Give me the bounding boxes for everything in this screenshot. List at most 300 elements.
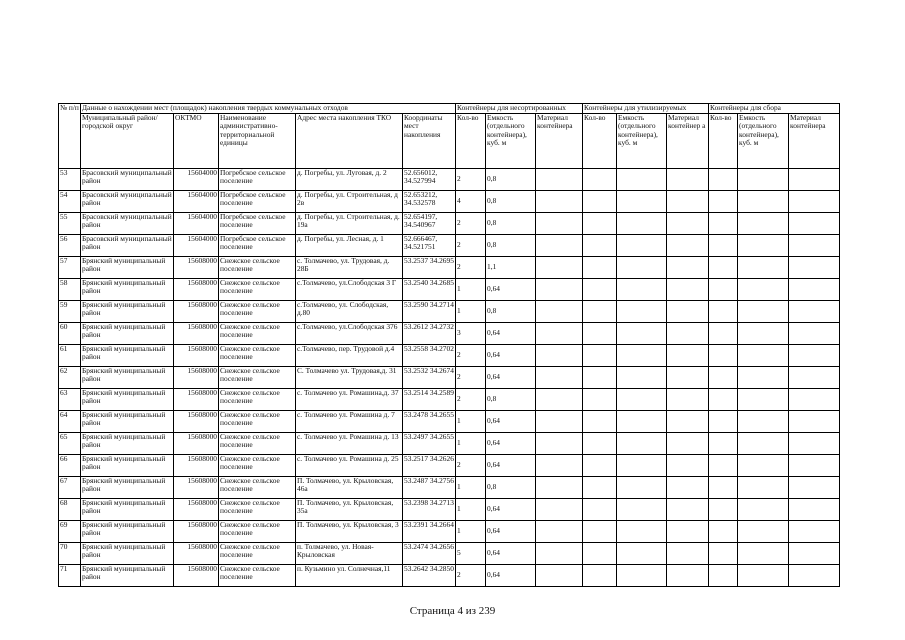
cell-address: с. Толмачево ул. Ромашина д. 7 (296, 411, 403, 433)
cell-address: д. Погребы, ул. Строительная, д. 19а (296, 213, 403, 235)
cell-admin-unit: Снежское сельское поселение (219, 477, 296, 499)
cell-address: с.Толмачево, ул.Слободская 376 (296, 323, 403, 345)
cell-empty (709, 565, 738, 587)
cell-district: Брянский муниципальный район (81, 301, 174, 323)
cell-empty (617, 433, 667, 455)
cell-empty (789, 565, 840, 587)
cell-address: д. Погребы, ул. Лесная, д. 1 (296, 235, 403, 257)
cell-district: Брянский муниципальный район (81, 389, 174, 411)
cell-district: Брасовский муниципальный район (81, 169, 174, 191)
cell-admin-unit: Снежское сельское поселение (219, 433, 296, 455)
cell-empty (789, 521, 840, 543)
group-header-recyclable: Контейнеры для утилизируемых (583, 104, 709, 114)
cell-admin-unit: Снежское сельское поселение (219, 521, 296, 543)
cell-empty (709, 543, 738, 565)
cell-num: 71 (59, 565, 81, 587)
table-row (59, 257, 840, 279)
cell-empty (667, 433, 709, 455)
cell-empty (617, 411, 667, 433)
cell-address: д. Погребы, ул. Строительная, д 2в (296, 191, 403, 213)
cell-empty (738, 411, 789, 433)
cell-empty (536, 169, 583, 191)
cell-num: 61 (59, 345, 81, 367)
cell-num: 67 (59, 477, 81, 499)
cell-oktmo: 15608000 (174, 279, 219, 301)
cell-empty (709, 301, 738, 323)
cell-empty (789, 213, 840, 235)
cell-empty (536, 213, 583, 235)
table-row (59, 323, 840, 345)
cell-empty (583, 301, 617, 323)
cell-empty (583, 499, 617, 521)
cell-count: 4 (456, 191, 486, 213)
cell-capacity: 0,64 (486, 543, 536, 565)
cell-empty (738, 213, 789, 235)
cell-empty (789, 191, 840, 213)
cell-empty (617, 191, 667, 213)
cell-coords: 53.2537 34.2695 (403, 257, 456, 279)
cell-empty (667, 279, 709, 301)
cell-coords: 52.656012, 34.527994 (403, 169, 456, 191)
cell-empty (583, 367, 617, 389)
cell-empty (789, 367, 840, 389)
cell-address: П. Толмачево, ул. Крыловская, 46а (296, 477, 403, 499)
col-header-address: Адрес места накопления ТКО (296, 114, 403, 169)
cell-empty (536, 477, 583, 499)
cell-address: с.Толмачево, пер. Трудовой д.4 (296, 345, 403, 367)
cell-oktmo: 15608000 (174, 411, 219, 433)
cell-empty (617, 235, 667, 257)
cell-num: 63 (59, 389, 81, 411)
cell-empty (738, 323, 789, 345)
table-row (59, 367, 840, 389)
table-row (59, 521, 840, 543)
table-row (59, 345, 840, 367)
cell-empty (536, 323, 583, 345)
col-header-material-collection: Материал контейнера (789, 114, 840, 169)
cell-empty (738, 345, 789, 367)
cell-empty (583, 565, 617, 587)
cell-empty (667, 367, 709, 389)
cell-empty (583, 389, 617, 411)
table-row (59, 301, 840, 323)
cell-empty (536, 455, 583, 477)
cell-empty (738, 499, 789, 521)
cell-empty (583, 521, 617, 543)
table-row (59, 213, 840, 235)
cell-empty (667, 455, 709, 477)
cell-num: 68 (59, 499, 81, 521)
table-row (59, 433, 840, 455)
cell-empty (709, 235, 738, 257)
cell-empty (789, 411, 840, 433)
cell-empty (789, 499, 840, 521)
cell-num: 64 (59, 411, 81, 433)
cell-empty (667, 323, 709, 345)
cell-admin-unit: Снежское сельское поселение (219, 455, 296, 477)
cell-coords: 53.2540 34.2685 (403, 279, 456, 301)
cell-coords: 53.2517 34.2626 (403, 455, 456, 477)
cell-empty (738, 367, 789, 389)
cell-oktmo: 15608000 (174, 565, 219, 587)
cell-num: 69 (59, 521, 81, 543)
cell-empty (536, 367, 583, 389)
cell-empty (709, 345, 738, 367)
cell-capacity: 1,1 (486, 257, 536, 279)
cell-capacity: 0,64 (486, 521, 536, 543)
cell-empty (738, 257, 789, 279)
cell-address: п. Толмачево, ул. Новая-Крыловская (296, 543, 403, 565)
cell-count: 2 (456, 235, 486, 257)
table-row (59, 411, 840, 433)
cell-empty (617, 213, 667, 235)
cell-empty (667, 169, 709, 191)
col-header-material: Материал контейнера (536, 114, 583, 169)
cell-empty (583, 213, 617, 235)
col-header-count-recyclable: Кол-во (583, 114, 617, 169)
cell-empty (709, 213, 738, 235)
cell-coords: 53.2478 34.2655 (403, 411, 456, 433)
cell-empty (536, 565, 583, 587)
cell-empty (738, 565, 789, 587)
cell-empty (536, 499, 583, 521)
cell-admin-unit: Снежское сельское поселение (219, 323, 296, 345)
cell-num: 56 (59, 235, 81, 257)
cell-empty (789, 257, 840, 279)
cell-district: Брянский муниципальный район (81, 565, 174, 587)
cell-empty (583, 477, 617, 499)
cell-empty (583, 455, 617, 477)
cell-empty (617, 389, 667, 411)
cell-empty (617, 565, 667, 587)
cell-empty (617, 301, 667, 323)
cell-empty (709, 367, 738, 389)
cell-district: Брянский муниципальный район (81, 521, 174, 543)
cell-capacity: 0,64 (486, 411, 536, 433)
cell-coords: 52.666467, 34.521751 (403, 235, 456, 257)
cell-address: С. Толмачево ул. Трудовая,д. 31 (296, 367, 403, 389)
cell-capacity: 0,64 (486, 455, 536, 477)
cell-count: 2 (456, 389, 486, 411)
cell-empty (789, 279, 840, 301)
cell-count: 2 (456, 565, 486, 587)
cell-empty (536, 235, 583, 257)
cell-oktmo: 15608000 (174, 301, 219, 323)
col-header-coords: Координаты мест накопления (403, 114, 456, 169)
cell-address: с. Толмачево ул. Ромашина,д. 37 (296, 389, 403, 411)
cell-empty (667, 213, 709, 235)
cell-coords: 53.2391 34.2664 (403, 521, 456, 543)
cell-empty (738, 455, 789, 477)
cell-empty (583, 279, 617, 301)
cell-oktmo: 15608000 (174, 455, 219, 477)
cell-capacity: 0,8 (486, 301, 536, 323)
table-row (59, 455, 840, 477)
table-row (59, 565, 840, 587)
col-header-count-collection: Кол-во (709, 114, 738, 169)
table-row (59, 499, 840, 521)
cell-oktmo: 15604000 (174, 169, 219, 191)
cell-count: 1 (456, 301, 486, 323)
cell-empty (738, 521, 789, 543)
cell-empty (667, 235, 709, 257)
cell-empty (667, 389, 709, 411)
col-header-material-recyclable: Материал контейнер а (667, 114, 709, 169)
cell-address: с. Толмачево, ул. Трудовая, д. 28Б (296, 257, 403, 279)
cell-admin-unit: Погребское сельское поселение (219, 213, 296, 235)
cell-empty (709, 257, 738, 279)
cell-empty (709, 499, 738, 521)
cell-empty (709, 411, 738, 433)
header-row-columns (59, 114, 840, 169)
cell-empty (709, 455, 738, 477)
cell-num: 57 (59, 257, 81, 279)
cell-district: Брянский муниципальный район (81, 367, 174, 389)
cell-oktmo: 15604000 (174, 191, 219, 213)
cell-admin-unit: Снежское сельское поселение (219, 543, 296, 565)
cell-empty (667, 543, 709, 565)
cell-district: Брянский муниципальный район (81, 323, 174, 345)
cell-empty (709, 433, 738, 455)
cell-empty (738, 191, 789, 213)
table-row (59, 191, 840, 213)
cell-empty (667, 257, 709, 279)
cell-empty (789, 323, 840, 345)
cell-district: Брасовский муниципальный район (81, 213, 174, 235)
col-header-capacity: Емкость (отдельного контейнера), куб. м (486, 114, 536, 169)
cell-num: 54 (59, 191, 81, 213)
cell-empty (617, 279, 667, 301)
cell-admin-unit: Снежское сельское поселение (219, 301, 296, 323)
cell-empty (583, 345, 617, 367)
cell-admin-unit: Снежское сельское поселение (219, 257, 296, 279)
cell-empty (617, 367, 667, 389)
cell-capacity: 0,64 (486, 323, 536, 345)
cell-empty (667, 411, 709, 433)
cell-district: Брянский муниципальный район (81, 257, 174, 279)
cell-empty (667, 565, 709, 587)
cell-empty (709, 521, 738, 543)
cell-district: Брянский муниципальный район (81, 345, 174, 367)
cell-admin-unit: Погребское сельское поселение (219, 191, 296, 213)
page-number: Страница 4 из 239 (409, 605, 496, 617)
cell-count: 1 (456, 411, 486, 433)
cell-empty (789, 169, 840, 191)
cell-capacity: 0,64 (486, 499, 536, 521)
cell-oktmo: 15608000 (174, 389, 219, 411)
cell-capacity: 0,64 (486, 565, 536, 587)
cell-empty (536, 191, 583, 213)
cell-empty (738, 543, 789, 565)
cell-capacity: 0,8 (486, 213, 536, 235)
cell-empty (536, 433, 583, 455)
cell-admin-unit: Снежское сельское поселение (219, 565, 296, 587)
cell-empty (709, 477, 738, 499)
col-header-district: Муниципальный район/городской округ (81, 114, 174, 169)
cell-empty (536, 543, 583, 565)
cell-empty (583, 433, 617, 455)
cell-capacity: 0,64 (486, 279, 536, 301)
cell-num: 62 (59, 367, 81, 389)
cell-empty (789, 345, 840, 367)
cell-capacity: 0,8 (486, 235, 536, 257)
table-row (59, 477, 840, 499)
cell-empty (536, 279, 583, 301)
cell-empty (738, 235, 789, 257)
cell-empty (738, 477, 789, 499)
cell-coords: 52.654197, 34.540967 (403, 213, 456, 235)
cell-address: п. Кузьмино ул. Солнечная,11 (296, 565, 403, 587)
cell-address: с. Толмачево ул. Ромашина д. 13 (296, 433, 403, 455)
cell-empty (583, 235, 617, 257)
cell-oktmo: 15608000 (174, 499, 219, 521)
cell-coords: 53.2642 34.2850 (403, 565, 456, 587)
cell-empty (583, 191, 617, 213)
cell-empty (738, 301, 789, 323)
cell-count: 2 (456, 345, 486, 367)
cell-empty (789, 455, 840, 477)
cell-empty (789, 477, 840, 499)
cell-capacity: 0,8 (486, 169, 536, 191)
col-header-oktmo: ОКТМО (174, 114, 219, 169)
cell-count: 1 (456, 433, 486, 455)
cell-capacity: 0,8 (486, 477, 536, 499)
table-body (59, 169, 840, 587)
cell-district: Брянский муниципальный район (81, 499, 174, 521)
cell-admin-unit: Снежское сельское поселение (219, 279, 296, 301)
cell-oktmo: 15604000 (174, 235, 219, 257)
cell-empty (536, 257, 583, 279)
cell-empty (789, 389, 840, 411)
cell-empty (617, 455, 667, 477)
cell-oktmo: 15608000 (174, 521, 219, 543)
cell-empty (789, 543, 840, 565)
cell-count: 2 (456, 213, 486, 235)
col-header-capacity-recyclable: Емкость (отдельного контейнера), куб. м (617, 114, 667, 169)
cell-admin-unit: Снежское сельское поселение (219, 367, 296, 389)
cell-admin-unit: Погребское сельское поселение (219, 169, 296, 191)
cell-address: д. Погребы, ул. Луговая, д. 2 (296, 169, 403, 191)
cell-address: П. Толмачево, ул. Крыловская, 3 (296, 521, 403, 543)
cell-empty (617, 499, 667, 521)
table-row (59, 235, 840, 257)
waste-sites-table (58, 103, 840, 587)
cell-num: 66 (59, 455, 81, 477)
cell-num: 55 (59, 213, 81, 235)
cell-empty (709, 323, 738, 345)
cell-num: 60 (59, 323, 81, 345)
cell-district: Брянский муниципальный район (81, 477, 174, 499)
cell-capacity: 0,8 (486, 389, 536, 411)
cell-coords: 52.653212, 34.532578 (403, 191, 456, 213)
cell-capacity: 0,64 (486, 345, 536, 367)
cell-capacity: 0,64 (486, 367, 536, 389)
cell-empty (738, 389, 789, 411)
cell-oktmo: 15608000 (174, 345, 219, 367)
cell-empty (709, 191, 738, 213)
cell-coords: 53.2590 34.2714 (403, 301, 456, 323)
cell-district: Брянский муниципальный район (81, 543, 174, 565)
cell-oktmo: 15604000 (174, 213, 219, 235)
cell-empty (617, 345, 667, 367)
cell-num: 58 (59, 279, 81, 301)
cell-district: Брасовский муниципальный район (81, 191, 174, 213)
cell-num: 65 (59, 433, 81, 455)
cell-empty (667, 477, 709, 499)
cell-empty (667, 345, 709, 367)
table-row (59, 169, 840, 191)
cell-empty (738, 169, 789, 191)
col-header-capacity-collection: Емкость (отдельного контейнера), куб. м (738, 114, 789, 169)
table-row (59, 389, 840, 411)
cell-empty (617, 521, 667, 543)
cell-empty (583, 323, 617, 345)
cell-empty (709, 279, 738, 301)
cell-empty (667, 191, 709, 213)
col-header-num: № п/п (59, 104, 81, 169)
cell-oktmo: 15608000 (174, 477, 219, 499)
header-row-groups (59, 104, 840, 114)
cell-empty (789, 235, 840, 257)
cell-empty (667, 521, 709, 543)
cell-admin-unit: Снежское сельское поселение (219, 499, 296, 521)
col-header-admin-unit: Наименование административно-территориальной единицы (219, 114, 296, 169)
cell-empty (617, 543, 667, 565)
cell-count: 1 (456, 477, 486, 499)
cell-address: с.Толмачево, ул. Слободская, д.80 (296, 301, 403, 323)
cell-coords: 53.2474 34.2656 (403, 543, 456, 565)
cell-oktmo: 15608000 (174, 433, 219, 455)
cell-empty (789, 433, 840, 455)
cell-empty (709, 389, 738, 411)
group-header-collection: Контейнеры для сбора (709, 104, 840, 114)
cell-capacity: 0,8 (486, 191, 536, 213)
cell-oktmo: 15608000 (174, 257, 219, 279)
cell-empty (536, 301, 583, 323)
cell-empty (617, 169, 667, 191)
cell-address: с.Толмачево, ул.Слободская 3 Г (296, 279, 403, 301)
cell-coords: 53.2487 34.2756 (403, 477, 456, 499)
cell-count: 1 (456, 521, 486, 543)
cell-coords: 53.2558 34.2702 (403, 345, 456, 367)
cell-district: Брянский муниципальный район (81, 455, 174, 477)
cell-address: с. Толмачево ул. Ромашина д. 25 (296, 455, 403, 477)
cell-count: 2 (456, 169, 486, 191)
cell-district: Брянский муниципальный район (81, 433, 174, 455)
cell-empty (536, 411, 583, 433)
cell-oktmo: 15608000 (174, 543, 219, 565)
cell-district: Брянский муниципальный район (81, 411, 174, 433)
table-row (59, 543, 840, 565)
cell-empty (583, 169, 617, 191)
cell-empty (738, 279, 789, 301)
cell-capacity: 0,64 (486, 433, 536, 455)
cell-coords: 53.2398 34.2713 (403, 499, 456, 521)
cell-empty (789, 301, 840, 323)
cell-empty (536, 521, 583, 543)
cell-admin-unit: Снежское сельское поселение (219, 345, 296, 367)
cell-coords: 53.2497 34.2655 (403, 433, 456, 455)
cell-district: Брасовский муниципальный район (81, 235, 174, 257)
group-header-unsorted: Контейнеры для несортированных (456, 104, 583, 114)
cell-count: 2 (456, 455, 486, 477)
cell-empty (617, 257, 667, 279)
cell-num: 53 (59, 169, 81, 191)
cell-empty (583, 257, 617, 279)
cell-oktmo: 15608000 (174, 323, 219, 345)
cell-admin-unit: Снежское сельское поселение (219, 411, 296, 433)
cell-empty (583, 411, 617, 433)
